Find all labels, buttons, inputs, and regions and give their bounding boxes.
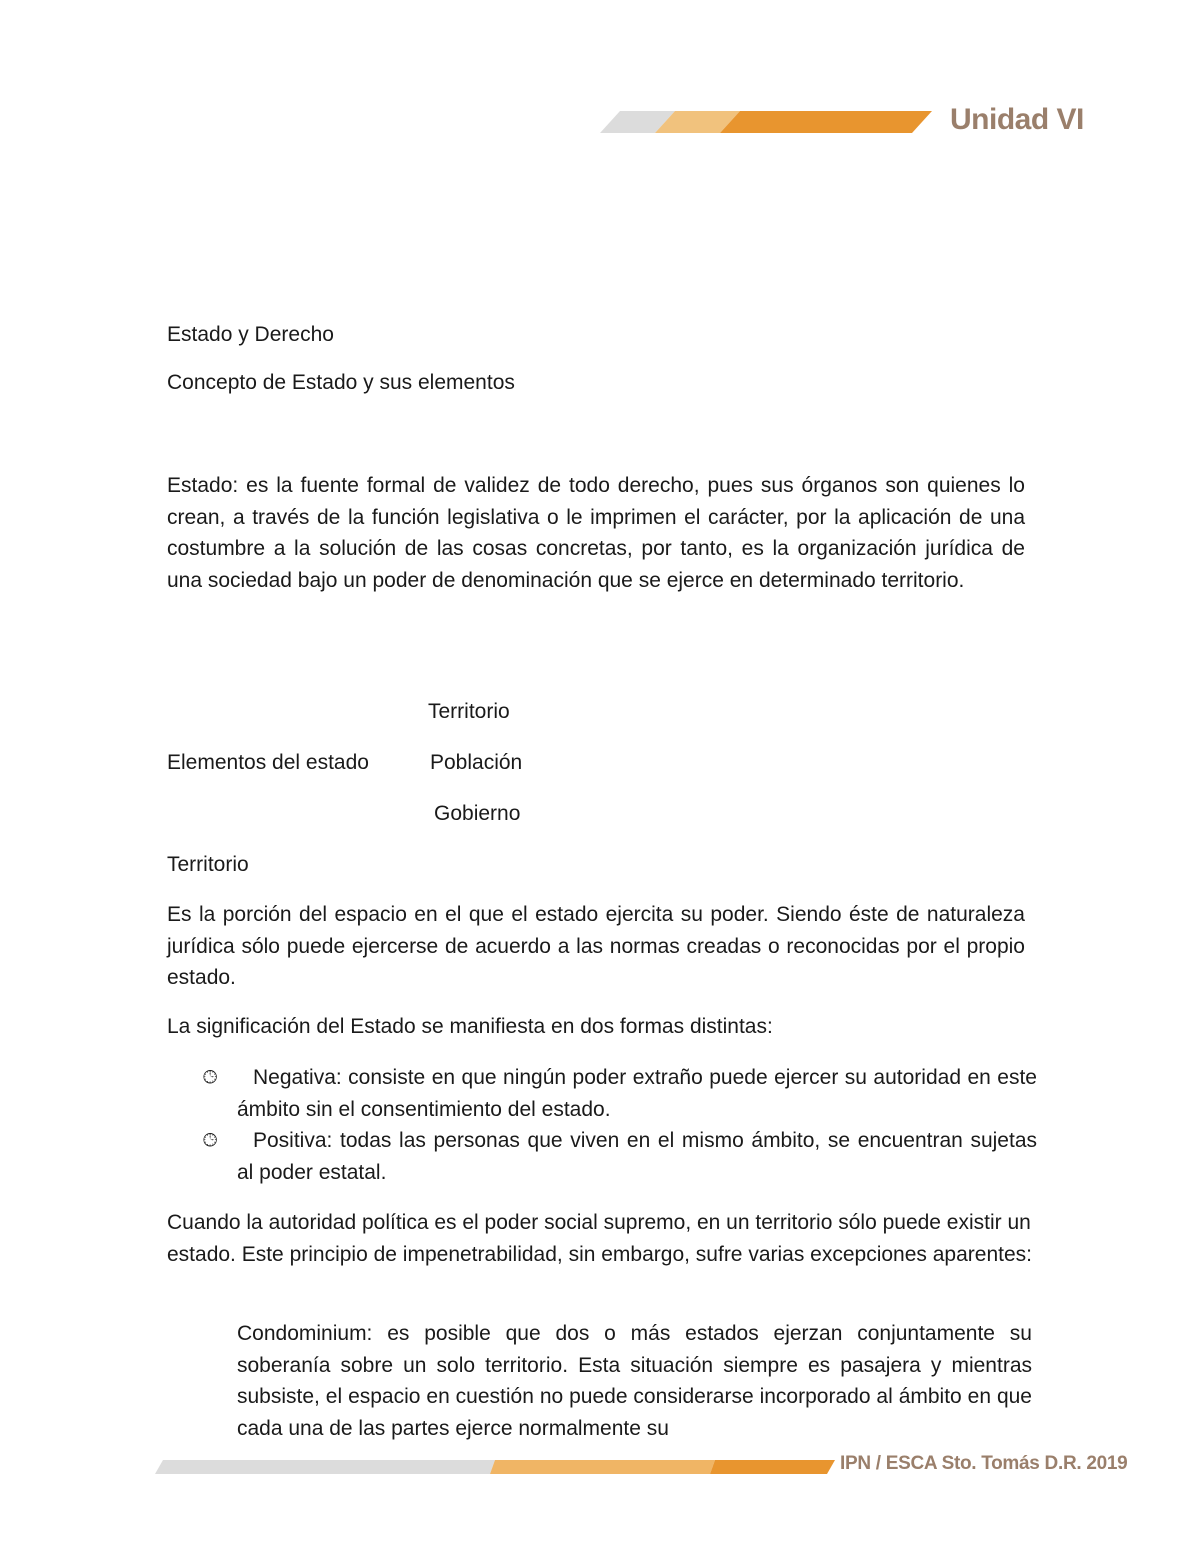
clock-icon: 🕒︎ — [203, 1067, 218, 1087]
condominium-paragraph: Condominium: es posible que dos o más estados ejerzan conjuntamente su soberanía sobre un solo territorio. Esta situación siempre es pasajera y mientras subsiste, el espacio en cuestión no puede considerarse incorporado al ámbito en que cada una de las partes ejerce normalmente su — [237, 1322, 1032, 1440]
header-stripes — [600, 108, 940, 136]
footer-credit: IPN / ESCA Sto. Tomás D.R. 2019 — [840, 1453, 1128, 1474]
territorio-paragraph: Es la porción del espacio en el que el estado ejercita su poder. Siendo éste de naturaleza jurídica sólo puede ejercerse de acuerdo a las normas creadas o reconocidas por el propio estado. — [167, 903, 1025, 989]
estado-paragraph: Estado: es la fuente formal de validez de todo derecho, pues sus órganos son quienes lo crean, a través de la función legislativa o le imprimen el carácter, por la aplicación de una costumbre a la solución de las cosas concretas, por tanto, es la organización jurídica de una sociedad bajo un poder de denominación que se ejerce en determinado territorio. — [167, 474, 1025, 592]
element-gobierno: Gobierno — [434, 802, 521, 825]
unit-title: Unidad VI — [950, 103, 1084, 136]
document-title: Estado y Derecho — [167, 323, 334, 346]
footer-stripes — [155, 1458, 835, 1476]
territorio-heading: Territorio — [167, 853, 249, 876]
element-territorio: Territorio — [428, 700, 510, 723]
elements-label: Elementos del estado — [167, 751, 369, 774]
autoridad-paragraph: Cuando la autoridad política es el poder social supremo, en un territorio sólo puede existir un estado. Este principio de impenetrabilidad, sin embargo, sufre varias excepciones aparentes: — [167, 1211, 1032, 1266]
document-subtitle: Concepto de Estado y sus elementos — [167, 371, 515, 394]
bullet-positiva: Positiva: todas las personas que viven en el mismo ámbito, se encuentran sujetas al poder estatal. — [237, 1129, 1037, 1184]
element-poblacion: Población — [430, 751, 523, 774]
significacion-text: La significación del Estado se manifiesta en dos formas distintas: — [167, 1015, 773, 1038]
bullet-negativa: Negativa: consiste en que ningún poder extraño puede ejercer su autoridad en este ámbito sin el consentimiento del estado. — [237, 1066, 1037, 1121]
clock-icon: 🕒︎ — [203, 1130, 218, 1150]
